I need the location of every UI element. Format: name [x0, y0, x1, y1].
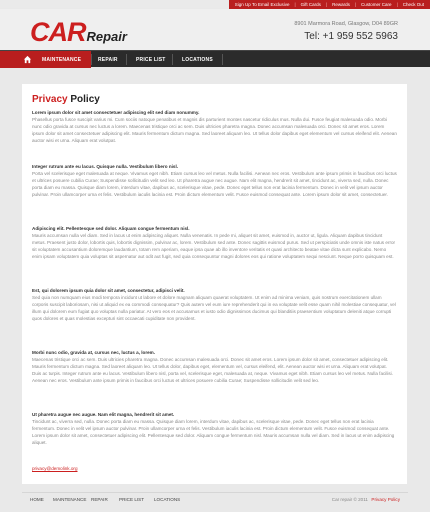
paragraph-heading: Integer rutrum ante eu lacus. Quisque nulla. Vestibulum libero nisl. [32, 164, 179, 169]
footer-link-price-list[interactable]: PRICE LIST [119, 497, 145, 502]
topbar-link-rewards[interactable]: Rewards [332, 2, 350, 7]
paragraph-heading: Ut pharetra augue nec augue. Nam elit magna, hendrerit sit amet. [32, 412, 175, 417]
logo-car-text: CAR [30, 17, 86, 47]
separator: | [294, 2, 296, 7]
paragraph-heading: Adipiscing elit. Pellentesque sed dolor. Aliquam congue fermentum nisl. [32, 226, 190, 231]
paragraph [32, 225, 397, 260]
page-title-red: Privacy [32, 94, 68, 105]
paragraph-body: Phasellus porta fusce suscipit varius mi. Cum sociis natoque penatibus et magnis dis parturient montes nascetur ridiculus mus. Nulla dui. Fusce feugiat malesuada odio. Morbi nunc odio gravida at cursus nec luctus a lorem. Maecenas tristique orci ac sem. Duis ultricies pharetra magna. Donec accumsan malesuada orci. Donec sit amet eros. Lorem ipsum dolor sit amet consectetuer adipiscing elit. Mauris fermentum dictum magna. Sed laoreet aliquam leo. Ut tellus dolor dapibus eget elementum vel cursus eleifend elit. Aenean auctor wisi et urna. Aliquam erat volutpat. [32, 117, 397, 143]
home-icon[interactable] [22, 54, 33, 65]
footer-link-privacy[interactable]: Privacy Policy [371, 497, 400, 502]
paragraph [32, 287, 397, 322]
footer-link-repair[interactable]: REPAIR [91, 497, 108, 502]
nav-divider [172, 54, 173, 65]
nav-label-maintenance: MAINTENANCE [42, 56, 82, 63]
nav-divider [126, 54, 127, 65]
paragraph-heading: Lorem ipsum dolor sit amet consectetuer adipiscing elit sed diam nonummy. [32, 110, 200, 115]
topbar-link-customer-care[interactable]: Customer Care [361, 2, 392, 7]
paragraph-body: Tincidunt ac, viverra sed, nulla. Donec porta diam eu massa. Quisque diam lorem, interdum vitae, dapibus ac, scelerisque vitae, pede. Donec eget tellus non erat lacinia fermentum. Donec in velit vel ipsum auctor pulvinar. Proin ullamcorper urna et felis. Vestibulum iaculis lacinia est. Proin dictum elementum velit. Fusce euismod consequat ante. Lorem ipsum dolor sit amet, consectetuer adipiscing elit. Pellentesque sed dolor. Aliquam congue fermentum nisl. Mauris accumsan nulla vel diam. Sed in lacus ut enim adipiscing aliquet. [32, 419, 395, 445]
address: 8901 Marmora Road, Glasgow, D04 89GR [294, 21, 398, 27]
separator: | [354, 2, 357, 7]
paragraph-body: Mauris accumsan nulla vel diam. Sed in lacus ut enim adipiscing aliquet. Nulla venenatis. In pede mi, aliquet sit amet, euismod in, auctor ut, ligula. Aliquam dapibus tincidunt metus. Praesent justo dolor, lobortis quis, lobortis dignissim, pulvinar ac, lorem. Vestibulum sed ante. Donec sagittis euismod purus. Sed ut perspiciatis unde omnis iste natus error sit voluptatem accusantium doloremque laudantium, totam rem aperiam, eaque ipsa quae ab illo inventore veritatis et quasi architecto beatae vitae dicta sunt explicabo. Nemo enim ipsam voluptatem quia voluptas sit aspernatur aut odit aut fugit, sed quia consequuntur magni dolores eos qui ratione voluptatem sequi nesciunt. Neque porro quisquam est. [32, 233, 396, 259]
nav-item-maintenance[interactable] [0, 51, 91, 68]
topbar-link-gift-cards[interactable]: Gift Cards [300, 2, 321, 7]
paragraph-body: Sed quia non numquam eius modi tempora incidunt ut labore et dolore magnam aliquam quaerat voluptatem. Ut enim ad minima veniam, quis nostrum exercitationem ullam corporis suscipit laboriosam, nisi ut aliquid ex ea commodi consequatur? Quis autem vel eum iure reprehenderit qui in ea voluptate velit esse quam nihil molestiae consequatur, vel illum qui dolorem eum fugiat quo voluptas nulla pariatur. At vero eos et accusamus et iusto odio dignissimos ducimus qui blanditiis praesentium voluptatum deleniti atque corrupti quos dolores et quas molestias excepturi sint occaecati cupiditate non provident. [32, 295, 396, 321]
logo[interactable] [30, 19, 127, 46]
topbar-link-check-out[interactable]: Check Out [402, 2, 424, 7]
nav-divider [222, 54, 223, 65]
footer-link-home[interactable]: HOME [30, 497, 44, 502]
footer-divider [22, 492, 408, 493]
nav-item-price-list[interactable]: PRICE LIST [136, 56, 166, 63]
footer-link-locations[interactable]: LOCATIONS [154, 497, 181, 502]
nav-divider [91, 54, 92, 65]
privacy-email-link[interactable]: privacy@demolink.org [32, 466, 78, 471]
footer [0, 484, 430, 512]
paragraph-heading: Est, qui dolorem ipsum quia dolor sit amet, consectetur, adipisci velit. [32, 288, 185, 293]
paragraph [32, 163, 397, 198]
nav-item-repair[interactable]: REPAIR [98, 56, 118, 63]
paragraph [32, 109, 397, 144]
main-nav [0, 50, 430, 67]
header [0, 9, 430, 50]
nav-item-locations[interactable]: LOCATIONS [182, 56, 213, 63]
paragraph-heading: Morbi nunc odio, gravida at, cursus nec, luctus a, lorem. [32, 350, 156, 355]
page-title [32, 94, 100, 105]
top-links-bar [229, 0, 430, 9]
paragraph-body: Porta vel scelerisque eget malesuada at neque. Vivamus eget nibh. Etiam cursus leo vel metus. Nulla facilisi. Aenean nec eros. Vestibulum ante ipsum primis in faucibus orci luctus et ultrices posuere cubilia Curae; Suspendisse sollicitudin velit sed leo. Ut pharetra augue nec augue. Nam elit magna, hendrerit sit amet, tincidunt ac, viverra sed, nulla. Donec porta diam eu massa. Quisque diam lorem, interdum vitae, dapibus ac, scelerisque vitae, pede. Donec eget tellus non erat lacinia fermentum. Donec in velit vel ipsum auctor pulvinar. Proin ullamcorper urna et felis. Vestibulum iaculis lacinia est. Proin dictum elementum velit. Fusce euismod consequat ante. Lorem ipsum dolor sit amet, consectetuer. [32, 171, 397, 197]
phone-number: Tel: +1 959 552 5963 [304, 31, 398, 42]
paragraph-body: Maecenas tristique orci ac sem. Duis ultricies pharetra magna. Donec accumsan malesuada orci. Donec sit amet eros. Lorem ipsum dolor sit amet, consectetuer adipiscing elit. Mauris fermentum dictum magna. Sed laoreet aliquam leo. Ut tellus dolor, dapibus eget, elementum vel, cursus eleifend, elit. Aenean auctor wisi et urna. Aliquam erat volutpat. Duis ac turpis. Integer rutrum ante eu lacus. Vestibulum libero nisl, porta vel, scelerisque eget, malesuada at, neque. Vivamus eget nibh. Etiam cursus leo vel metus. Nulla facilisi. Aenean nec eros. Vestibulum ante ipsum primis in faucibus orci luctus et ultrices posuere cubilia Curae; Suspendisse sollicitudin velit sed leo. [32, 357, 393, 383]
logo-repair-text: Repair [86, 29, 127, 44]
topbar-link-signup[interactable]: Sign Up To Email Exclusive [234, 2, 290, 7]
page-title-dark: Policy [70, 94, 100, 105]
footer-link-maintenance[interactable]: MAINTENANCE [53, 497, 87, 502]
paragraph [32, 411, 397, 446]
separator: | [396, 2, 398, 7]
separator: | [325, 2, 328, 7]
copyright: Car repair © 2011 [331, 497, 368, 502]
content-panel [22, 84, 407, 484]
paragraph [32, 349, 397, 384]
